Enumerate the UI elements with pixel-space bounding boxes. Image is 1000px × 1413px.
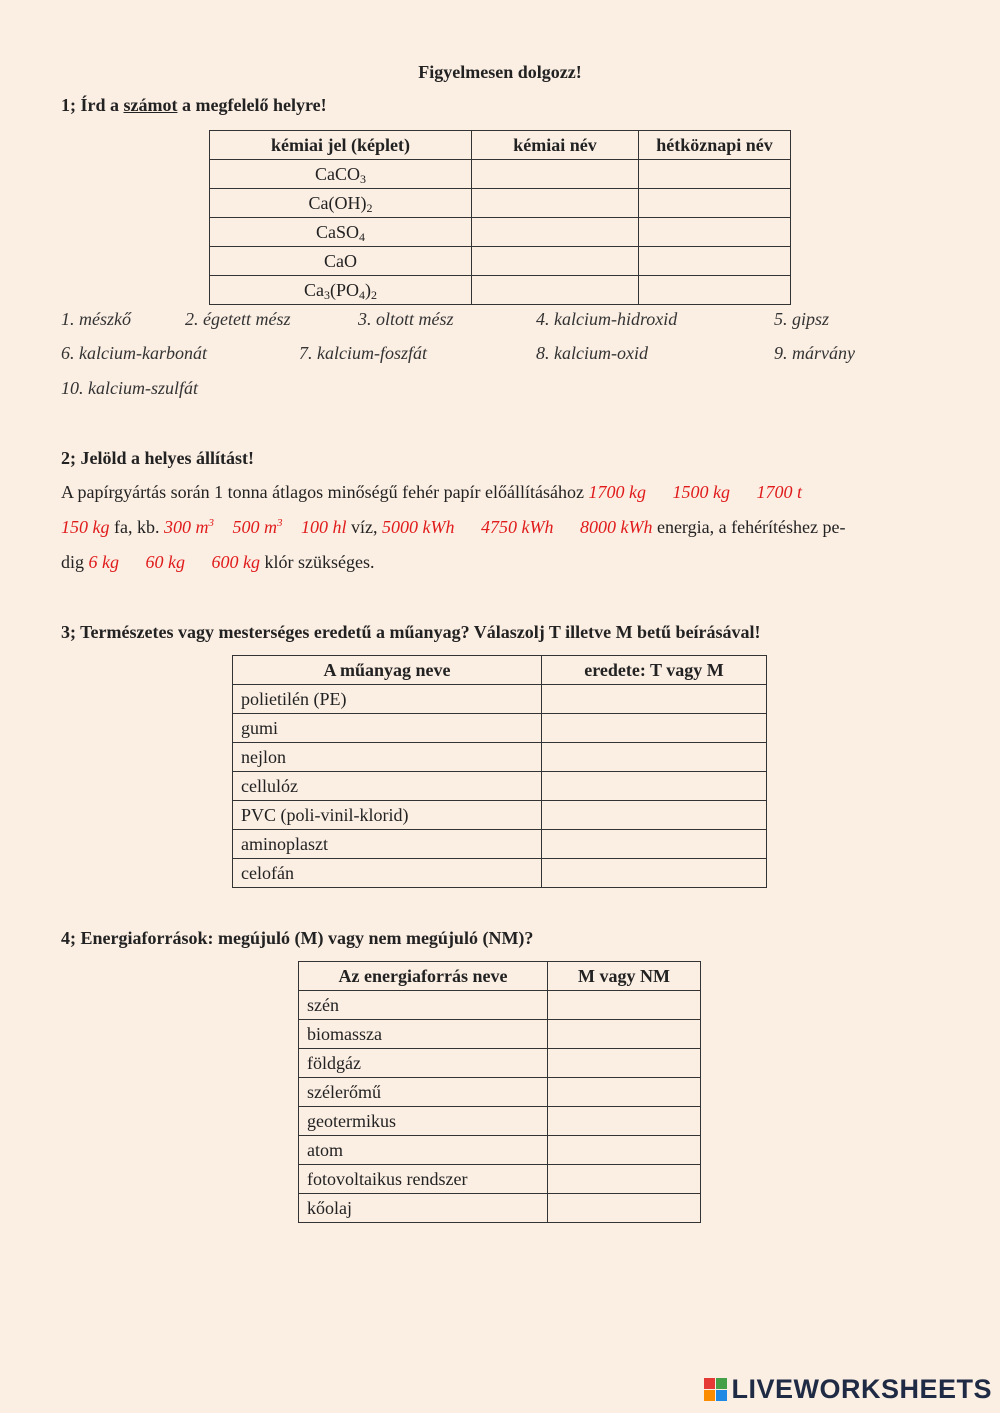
- q4-answer-cell[interactable]: [548, 991, 701, 1020]
- q1-option: 5. gipsz: [774, 309, 830, 329]
- q1-heading: [61, 95, 327, 116]
- q3-name-cell: nejlon: [233, 743, 542, 772]
- q1-table-body: [210, 160, 791, 305]
- q4-heading: 4; Energiaforrások: megújuló (M) vagy nem megújuló (NM)?: [61, 928, 534, 948]
- q1-chemical-name-answer-cell[interactable]: [472, 160, 639, 189]
- q4-table: [298, 961, 701, 1223]
- q3-table-row: [233, 685, 767, 714]
- q4-name-cell: szélerőmű: [299, 1078, 548, 1107]
- q1-header-chemical-name: kémiai név: [472, 131, 639, 160]
- q2-line-3: [61, 552, 375, 573]
- q2-line-1: [61, 482, 802, 503]
- q1-header-row: [210, 131, 791, 160]
- q4-table-row: [299, 1136, 701, 1165]
- q4-table-row: [299, 1078, 701, 1107]
- q1-common-name-answer-cell[interactable]: [639, 189, 791, 218]
- liveworksheets-logo-text: LIVEWORKSHEETS: [731, 1374, 992, 1404]
- q1-option: 9. márvány: [774, 343, 855, 363]
- q1-chemical-name-answer-cell[interactable]: [472, 218, 639, 247]
- q3-header-origin: eredete: T vagy M: [542, 656, 767, 685]
- q1-common-name-answer-cell[interactable]: [639, 218, 791, 247]
- q4-name-cell: geotermikus: [299, 1107, 548, 1136]
- q4-table-row: [299, 1107, 701, 1136]
- q1-chemical-name-answer-cell[interactable]: [472, 189, 639, 218]
- q3-name-cell: polietilén (PE): [233, 685, 542, 714]
- q1-table-row: [210, 189, 791, 218]
- q4-answer-cell[interactable]: [548, 1049, 701, 1078]
- q1-table-row: [210, 160, 791, 189]
- q3-table-row: [233, 714, 767, 743]
- q1-formula-cell: CaSO$_4$: [210, 218, 472, 247]
- q4-table-row: [299, 991, 701, 1020]
- q1-option: 6. kalcium-karbonát: [61, 343, 207, 363]
- liveworksheets-logo-icon: [704, 1378, 727, 1401]
- q4-name-cell: szén: [299, 991, 548, 1020]
- q4-answer-cell[interactable]: [548, 1165, 701, 1194]
- q3-answer-cell[interactable]: [542, 859, 767, 888]
- q4-table-body: [299, 991, 701, 1223]
- q1-chemical-name-answer-cell[interactable]: [472, 247, 639, 276]
- q1-heading-underlined: számot: [123, 95, 178, 115]
- q1-table-row: [210, 247, 791, 276]
- q3-table-row: [233, 801, 767, 830]
- q1-option: 1. mészkő: [61, 309, 131, 329]
- q2-text-6: klór szükséges.: [264, 552, 375, 572]
- q3-table-row: [233, 830, 767, 859]
- q1-option: 4. kalcium-hidroxid: [536, 309, 678, 329]
- q2-option-energy-3[interactable]: 8000 kWh: [579, 517, 653, 537]
- q4-answer-cell[interactable]: [548, 1136, 701, 1165]
- q2-option-water-1[interactable]: 300 $m^3$: [163, 517, 214, 537]
- q1-option: 10. kalcium-szulfát: [61, 378, 198, 398]
- q4-name-cell: fotovoltaikus rendszer: [299, 1165, 548, 1194]
- q4-table-row: [299, 1020, 701, 1049]
- q3-answer-cell[interactable]: [542, 714, 767, 743]
- q2-option-energy-2[interactable]: 4750 kWh: [480, 517, 554, 537]
- q4-name-cell: kőolaj: [299, 1194, 548, 1223]
- q1-header-formula: kémiai jel (képlet): [210, 131, 472, 160]
- q1-formula-cell: $Ca_3(PO_4)_2$: [210, 276, 472, 305]
- q3-answer-cell[interactable]: [542, 830, 767, 859]
- q4-header-type: M vagy NM: [548, 962, 701, 991]
- q3-name-cell: aminoplaszt: [233, 830, 542, 859]
- q1-option: 3. oltott mész: [358, 309, 454, 329]
- q4-table-row: [299, 1194, 701, 1223]
- q3-name-cell: celofán: [233, 859, 542, 888]
- q2-text-4: energia, a fehérítéshez pe-: [656, 517, 846, 537]
- q4-table-row: [299, 1049, 701, 1078]
- q2-text-2: fa, kb.: [114, 517, 160, 537]
- q2-option-water-2[interactable]: 500 $m^3$: [232, 517, 283, 537]
- page-title: Figyelmesen dolgozz!: [418, 62, 582, 82]
- q3-name-cell: PVC (poli-vinil-klorid): [233, 801, 542, 830]
- q4-header-name: Az energiaforrás neve: [299, 962, 548, 991]
- q3-table-row: [233, 743, 767, 772]
- q2-heading: 2; Jelöld a helyes állítást!: [61, 448, 254, 468]
- q3-table: [232, 655, 767, 888]
- q4-name-cell: földgáz: [299, 1049, 548, 1078]
- q1-common-name-answer-cell[interactable]: [639, 276, 791, 305]
- q1-table-row: [210, 218, 791, 247]
- q2-option-chlorine-1[interactable]: 6 kg: [88, 552, 120, 572]
- q3-table-row: [233, 859, 767, 888]
- q1-table-row: [210, 276, 791, 305]
- q2-option-paper-1[interactable]: 1700 kg: [588, 482, 647, 502]
- q1-option: 8. kalcium-oxid: [536, 343, 648, 363]
- q4-header-row: [299, 962, 701, 991]
- q2-option-paper-2[interactable]: 1500 kg: [672, 482, 731, 502]
- q4-answer-cell[interactable]: [548, 1194, 701, 1223]
- q3-header-name: A műanyag neve: [233, 656, 542, 685]
- q1-option: 2. égetett mész: [185, 309, 291, 329]
- q2-text-3: víz,: [351, 517, 378, 537]
- q3-table-body: [233, 685, 767, 888]
- q2-text-5: dig: [61, 552, 85, 572]
- q1-option: 7. kalcium-foszfát: [299, 343, 427, 363]
- q1-formula-cell: $Ca(OH)_2$: [210, 189, 472, 218]
- q4-answer-cell[interactable]: [548, 1020, 701, 1049]
- q2-option-chlorine-2[interactable]: 60 kg: [145, 552, 186, 572]
- q3-answer-cell[interactable]: [542, 801, 767, 830]
- q3-header-row: [233, 656, 767, 685]
- q1-heading-prefix: 1; Írd a: [61, 95, 119, 115]
- q1-formula-cell: CaCO$_3$: [210, 160, 472, 189]
- q2-option-chlorine-3[interactable]: 600 kg: [211, 552, 261, 572]
- q2-option-energy-1[interactable]: 5000 kWh: [382, 517, 455, 537]
- q3-name-cell: cellulóz: [233, 772, 542, 801]
- q2-option-water-3[interactable]: 100 hl: [300, 517, 347, 537]
- q3-heading: 3; Természetes vagy mesterséges eredetű a műanyag? Válaszolj T illetve M betű beírásával!: [61, 622, 761, 642]
- q4-name-cell: atom: [299, 1136, 548, 1165]
- q3-answer-cell[interactable]: [542, 685, 767, 714]
- q2-option-wood[interactable]: 150 kg: [61, 517, 110, 537]
- q1-chemical-name-answer-cell[interactable]: [472, 276, 639, 305]
- q1-header-common-name: hétköznapi név: [639, 131, 791, 160]
- q2-line-2: [61, 517, 846, 538]
- q1-heading-suffix: a megfelelő helyre!: [181, 95, 327, 115]
- q4-name-cell: biomassza: [299, 1020, 548, 1049]
- q1-table: [209, 130, 791, 305]
- q3-table-row: [233, 772, 767, 801]
- q1-common-name-answer-cell[interactable]: [639, 247, 791, 276]
- q1-common-name-answer-cell[interactable]: [639, 160, 791, 189]
- q3-answer-cell[interactable]: [542, 772, 767, 801]
- q4-answer-cell[interactable]: [548, 1078, 701, 1107]
- q4-answer-cell[interactable]: [548, 1107, 701, 1136]
- q1-formula-cell: CaO: [210, 247, 472, 276]
- q2-text-1: A papírgyártás során 1 tonna átlagos minőségű fehér papír előállításához: [61, 482, 585, 502]
- liveworksheets-logo: [704, 1374, 992, 1405]
- q4-table-row: [299, 1165, 701, 1194]
- q3-answer-cell[interactable]: [542, 743, 767, 772]
- q3-name-cell: gumi: [233, 714, 542, 743]
- q2-option-paper-3[interactable]: 1700 t: [756, 482, 803, 502]
